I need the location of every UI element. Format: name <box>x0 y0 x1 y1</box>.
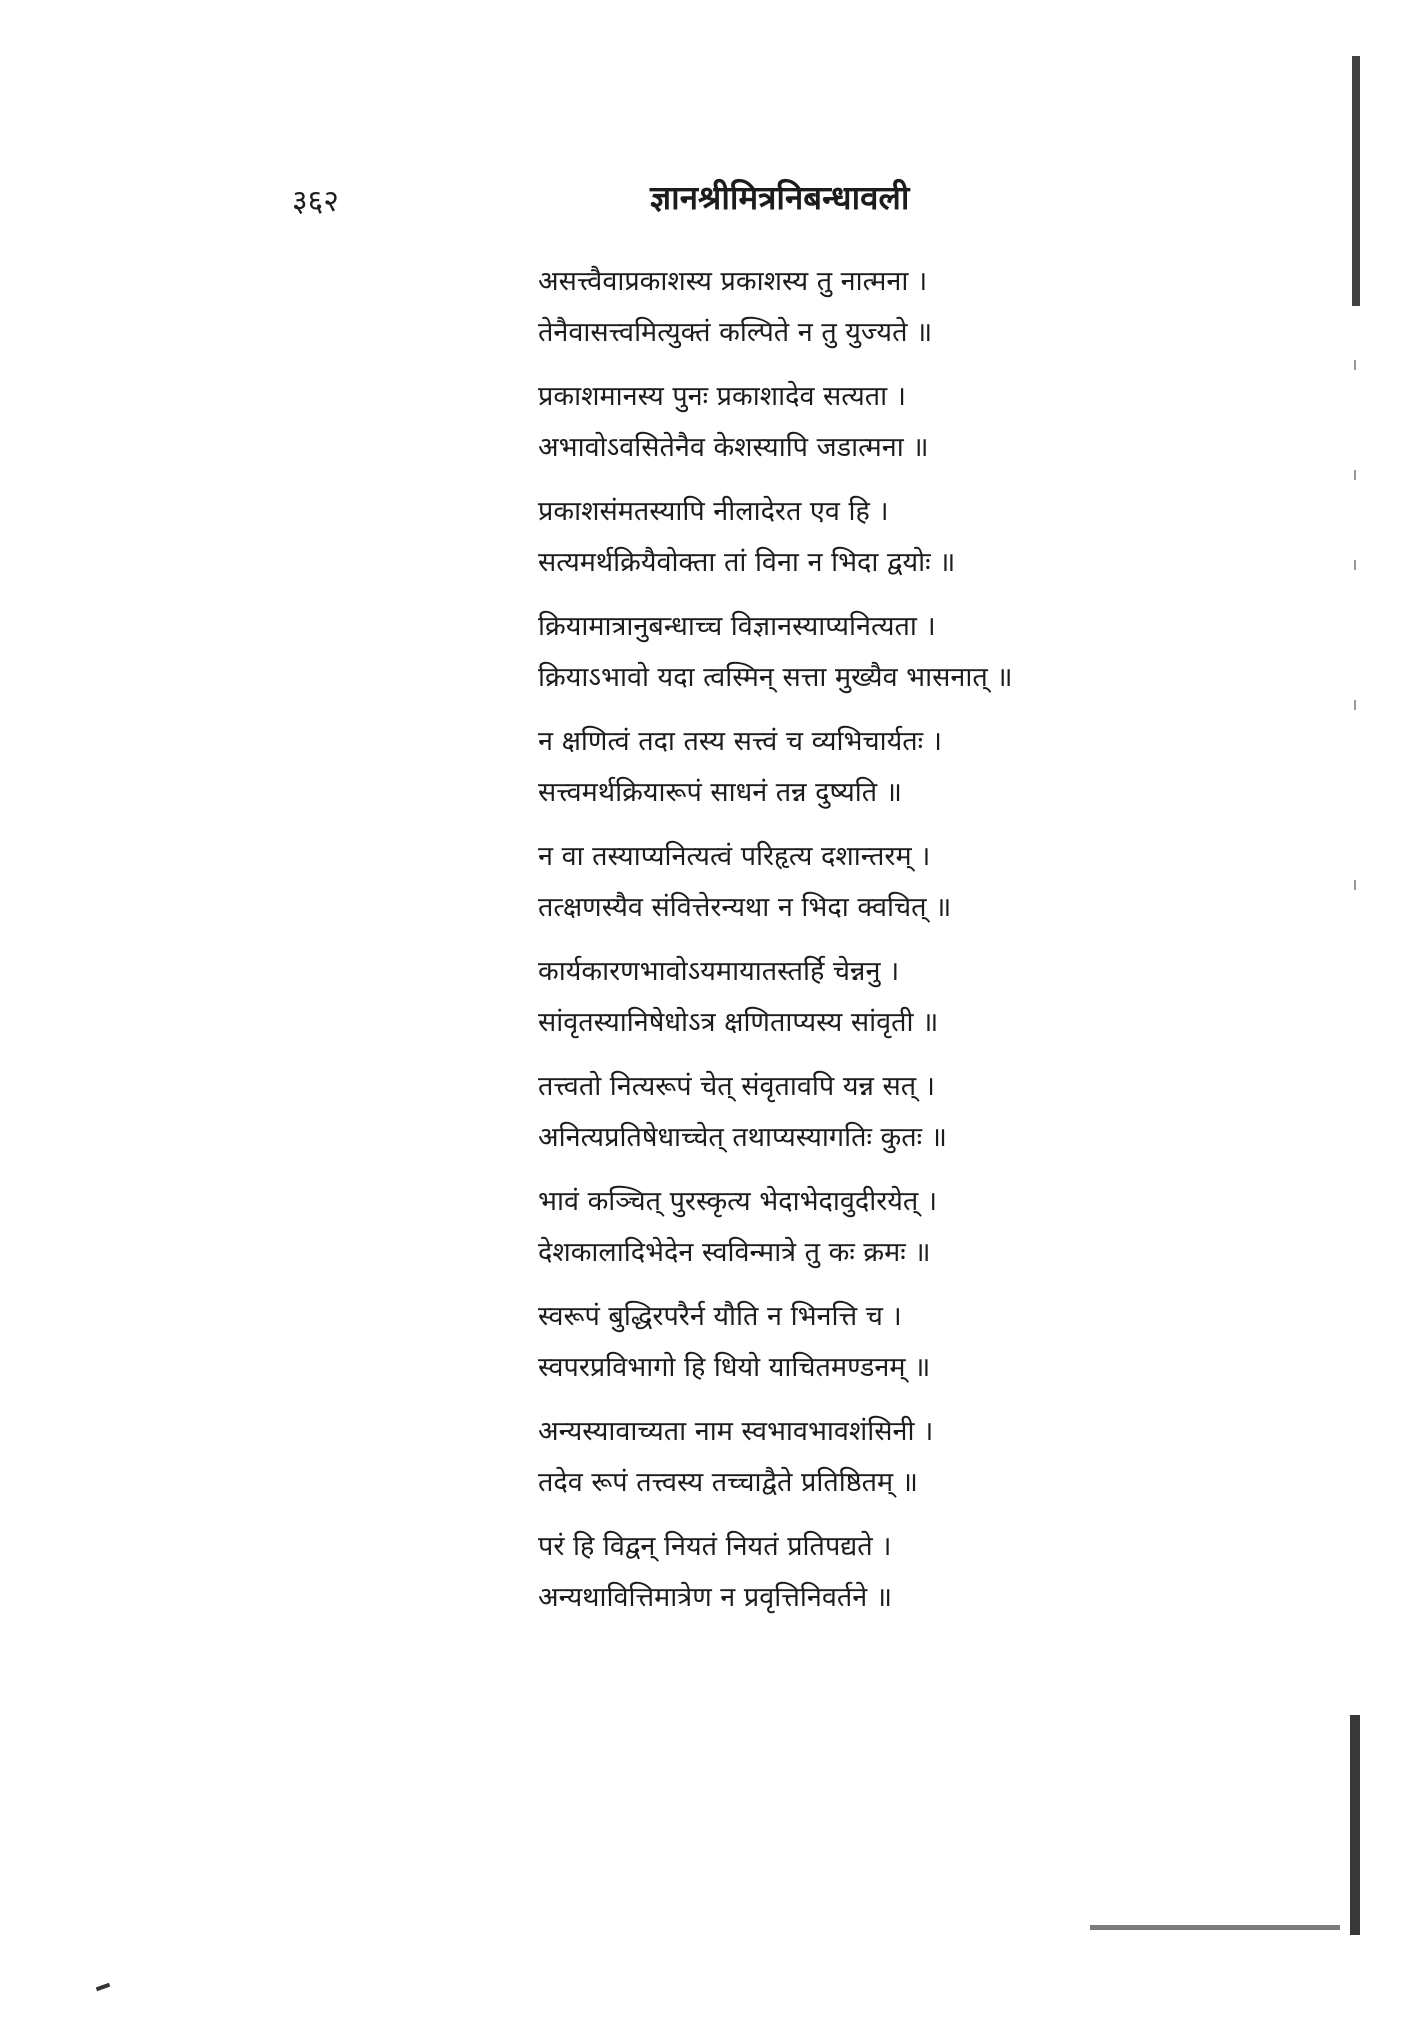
verse <box>538 1176 1298 1278</box>
verse <box>538 1291 1298 1393</box>
verse-line: न वा तस्याप्यनित्यत्वं परिहृत्य दशान्तरम् । <box>538 841 931 872</box>
page-number: ३६२ <box>292 184 339 219</box>
verse <box>538 1406 1298 1508</box>
scan-streak <box>1090 1925 1340 1930</box>
scan-edge-shadow <box>1352 56 1360 306</box>
verse-line: असत्त्वैवाप्रकाशस्य प्रकाशस्य तु नात्मना । <box>538 266 928 297</box>
verse-line: स्वरूपं बुद्धिरपरैर्न यौति न भिनत्ति च । <box>538 1301 902 1332</box>
scan-speck <box>1354 700 1356 710</box>
running-title: ज्ञानश्रीमित्रनिबन्धावली <box>650 178 910 217</box>
verse <box>538 601 1298 703</box>
verse <box>538 946 1298 1048</box>
verse-line: तदेव रूपं तत्त्वस्य तच्चाद्वैते प्रतिष्ठितम् ॥ <box>538 1467 918 1498</box>
verse-line: क्रियाऽभावो यदा त्वस्मिन् सत्ता मुख्यैव भासनात् ॥ <box>538 662 1013 693</box>
verse <box>538 1061 1298 1163</box>
verse-line: तत्त्वतो नित्यरूपं चेत् संवृतावपि यन्न सत् । <box>538 1071 935 1102</box>
verse-line: तत्क्षणस्यैव संवित्तेरन्यथा न भिदा क्वचित् ॥ <box>538 892 952 923</box>
verse-line: प्रकाशसंमतस्यापि नीलादेरत एव हि । <box>538 496 889 527</box>
scan-speck <box>1354 560 1356 570</box>
verse-line: सत्यमर्थक्रियैवोक्ता तां विना न भिदा द्वयोः ॥ <box>538 547 956 578</box>
scan-speck <box>1354 360 1356 370</box>
verse <box>538 831 1298 933</box>
verse <box>538 716 1298 818</box>
verse-line: भावं कञ्चित् पुरस्कृत्य भेदाभेदावुदीरयेत् । <box>538 1186 938 1217</box>
verse-line: कार्यकारणभावोऽयमायातस्तर्हि चेन्ननु । <box>538 956 900 987</box>
verse <box>538 1521 1298 1623</box>
verse-line: न क्षणित्वं तदा तस्य सत्त्वं च व्यभिचार्यतः । <box>538 726 942 757</box>
verse <box>538 486 1298 588</box>
verse-line: अन्यथावित्तिमात्रेण न प्रवृत्तिनिवर्तने ॥ <box>538 1582 893 1613</box>
scan-speck <box>1354 470 1356 480</box>
verse-line: अन्यस्यावाच्यता नाम स्वभावभावशंसिनी । <box>538 1416 934 1447</box>
verse-line: क्रियामात्रानुबन्धाच्च विज्ञानस्याप्यनित्यता । <box>538 611 936 642</box>
scan-mark <box>96 1983 111 1992</box>
scan-edge-shadow <box>1350 1715 1360 1935</box>
verse-line: सत्त्वमर्थक्रियारूपं साधनं तन्न दुष्यति ॥ <box>538 777 902 808</box>
verse-line: प्रकाशमानस्य पुनः प्रकाशादेव सत्यता । <box>538 381 906 412</box>
verse-line: स्वपरप्रविभागो हि धियो याचितमण्डनम् ॥ <box>538 1352 931 1383</box>
verse-line: परं हि विद्वन् नियतं नियतं प्रतिपद्यते । <box>538 1531 892 1562</box>
scan-speck <box>1354 880 1356 890</box>
verse-block <box>538 256 1298 1636</box>
verse-line: देशकालादिभेदेन स्वविन्मात्रे तु कः क्रमः ॥ <box>538 1237 931 1268</box>
verse-line: अभावोऽवसितेनैव केशस्यापि जडात्मना ॥ <box>538 432 929 463</box>
verse <box>538 256 1298 358</box>
verse-line: सांवृतस्यानिषेधोऽत्र क्षणिताप्यस्य सांवृती ॥ <box>538 1007 939 1038</box>
verse-line: तेनैवासत्त्वमित्युक्तं कल्पिते न तु युज्यते ॥ <box>538 317 933 348</box>
verse <box>538 371 1298 473</box>
verse-line: अनित्यप्रतिषेधाच्चेत् तथाप्यस्यागतिः कुतः ॥ <box>538 1122 947 1153</box>
